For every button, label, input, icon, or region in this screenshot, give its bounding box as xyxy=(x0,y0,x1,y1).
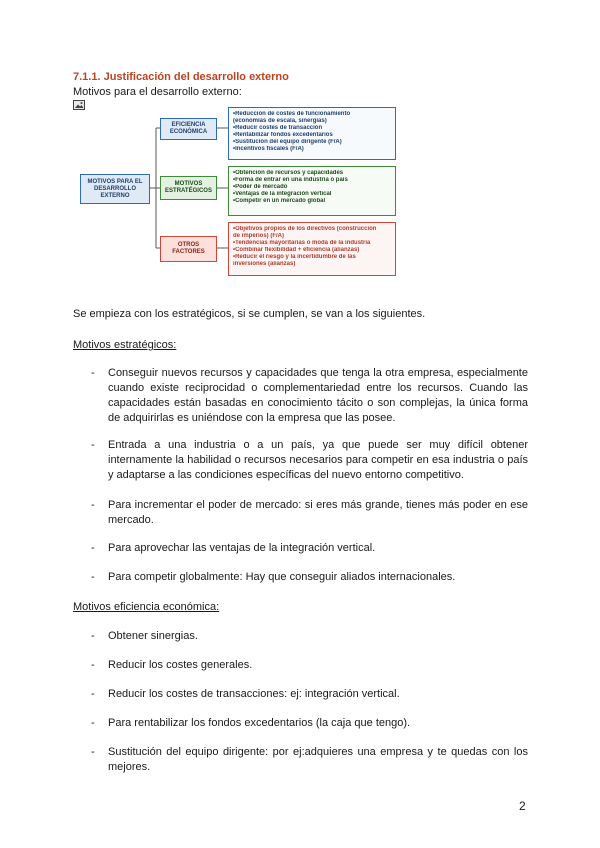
list-item: •Sustitución del equipo dirigente (F/A) xyxy=(233,139,342,145)
bullet-dash: - xyxy=(91,746,95,758)
list-item: inversiones (alianzas) xyxy=(233,261,296,267)
list-item: •Incentivos fiscales (F/A) xyxy=(233,146,304,152)
efficiency-item: Para rentabilizar los fondos excedentarios (la caja que tengo). xyxy=(108,717,411,729)
bullet-dash: - xyxy=(91,688,95,700)
bullet-dash: - xyxy=(91,439,95,451)
strategic-item: Para competir globalmente: Hay que conseguir aliados internacionales. xyxy=(108,571,456,583)
strategic-item: Para aprovechar las ventajas de la integración vertical. xyxy=(108,542,376,554)
efficiency-items-box xyxy=(228,107,396,160)
list-item: •Competir en un mercado global xyxy=(233,198,326,204)
bullet-dash: - xyxy=(91,542,95,554)
list-item: •Combinar flexibilidad + eficiencia (alianzas) xyxy=(233,247,360,253)
efficiency-section-title: Motivos eficiencia económica: xyxy=(73,601,220,613)
intro-text: Se empieza con los estratégicos, si se cumplen, se van a los siguientes. xyxy=(73,308,426,320)
list-item: •Poder de mercado xyxy=(233,184,288,190)
bullet-dash: - xyxy=(91,659,95,671)
page-number: 2 xyxy=(519,799,526,813)
efficiency-item: Sustitución del equipo dirigente: por ej:adquieres una empresa y te quedas con los mejores. xyxy=(108,746,528,773)
section-subheading: Motivos para el desarrollo externo: xyxy=(73,86,242,98)
list-item: •Reducción de costes de funcionamiento xyxy=(233,111,351,117)
bullet-dash: - xyxy=(91,367,95,379)
branch-strategic-node: MOTIVOS ESTRATÉGICOS xyxy=(160,176,217,200)
bullet-dash: - xyxy=(91,717,95,729)
efficiency-item: Obtener sinergias. xyxy=(108,630,198,642)
other-items-box xyxy=(228,222,396,276)
list-item: •Tendencias mayoritarias o moda de la industria xyxy=(233,240,371,246)
strategic-item: Conseguir nuevos recursos y capacidades que tenga la otra empresa, especialmente cuando existe reciprocidad o complementariedad entre los recursos. Cuando las capacidades están basadas en conocimiento tácito o son complejas, la única forma de adquirirlas es uniéndose con la empresa que las posee. xyxy=(108,367,528,424)
list-item: •Reducir el riesgo y la incertidumbre de las xyxy=(233,254,356,260)
branch-other-node: OTROS FACTORES xyxy=(160,236,217,262)
list-item: •Ventajas de la integración vertical xyxy=(233,191,332,197)
list-item: •Obtención de recursos y capacidades xyxy=(233,170,344,176)
list-item: •Reducir costes de transacción xyxy=(233,125,323,131)
bullet-dash: - xyxy=(91,571,95,583)
strategic-item: Entrada a una industria o a un país, ya que puede ser muy difícil obtener internamente la habilidad o recursos necesarios para competir en esa industria o país y adaptarse a las condiciones específicas del nuevo entorno competitivo. xyxy=(108,439,528,481)
branch-efficiency-node: EFICIENCIA ECONÓMICA xyxy=(160,118,217,140)
list-item: de imperios) (F/A) xyxy=(233,233,285,239)
development-motives-diagram xyxy=(78,106,398,278)
strategic-item: Para incrementar el poder de mercado: si eres más grande, tienes más poder en ese mercado. xyxy=(108,499,528,526)
strategic-section-title: Motivos estratégicos: xyxy=(73,339,177,351)
list-item: •Objetivos propios de los directivos (construcción xyxy=(233,226,377,232)
efficiency-item: Reducir los costes de transacciones: ej: integración vertical. xyxy=(108,688,400,700)
efficiency-item: Reducir los costes generales. xyxy=(108,659,253,671)
strategic-items-box xyxy=(228,166,396,216)
list-item: •Forma de entrar en una industria o país xyxy=(233,177,348,183)
section-heading: 7.1.1. Justificación del desarrollo externo xyxy=(73,71,289,83)
list-item: (economías de escala, sinergias) xyxy=(233,118,327,124)
diagram-root-node: MOTIVOS PARA EL DESARROLLO EXTERNO xyxy=(80,174,150,204)
list-item: •Rentabilizar fondos excedentarios xyxy=(233,132,333,138)
bullet-dash: - xyxy=(91,630,95,642)
bullet-dash: - xyxy=(91,499,95,511)
